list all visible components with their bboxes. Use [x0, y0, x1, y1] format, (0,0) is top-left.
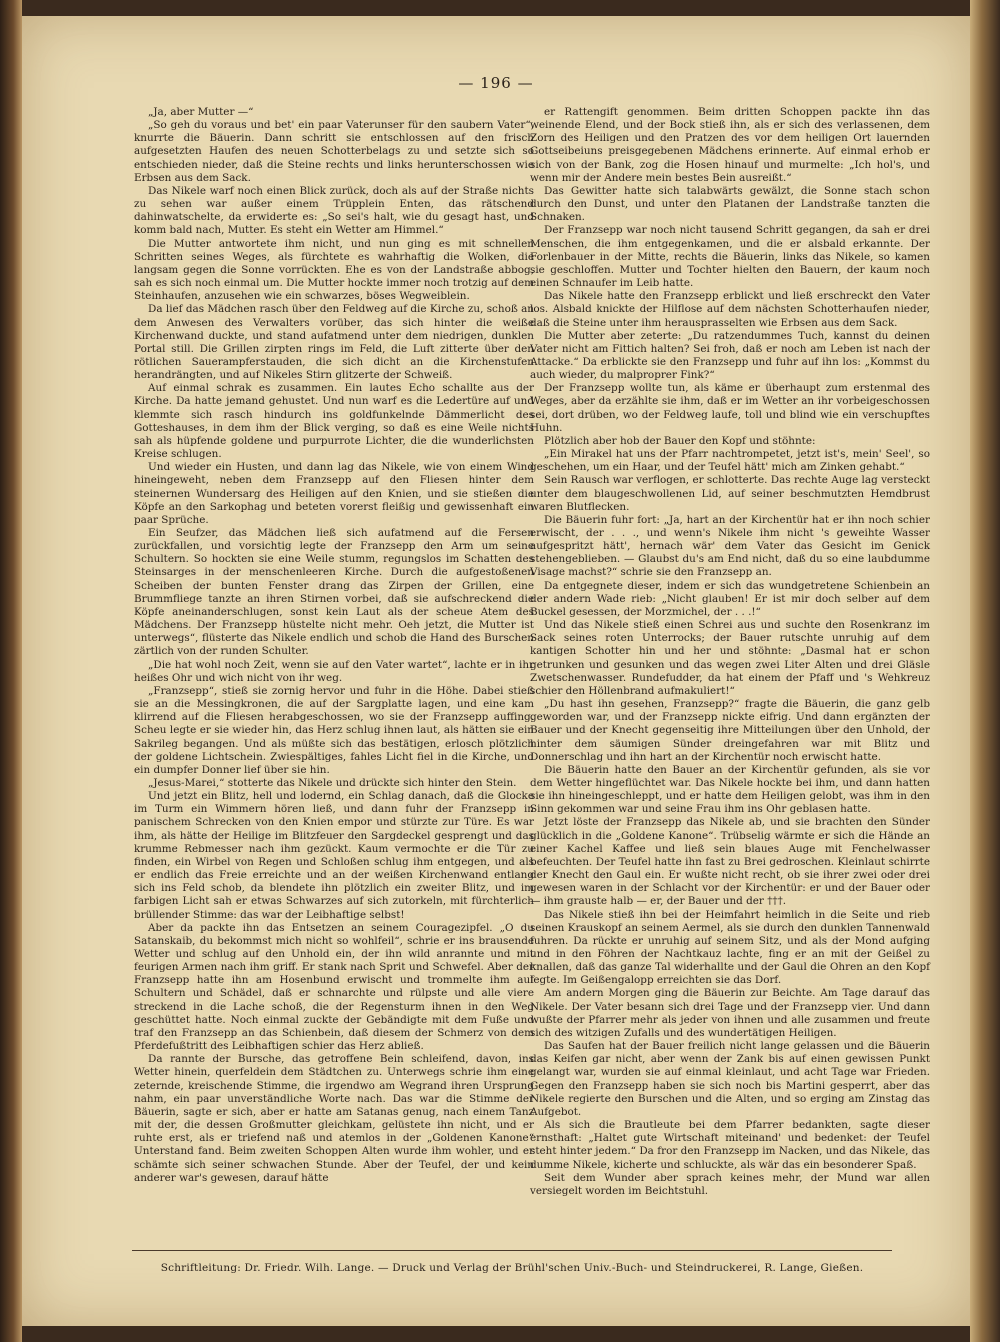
paragraph: Da lief das Mädchen rasch über den Feldweg auf die Kirche zu, schoß an dem Anwesen des Verwalters vorüber, das sich hinter die weiße Kirchenwand duckte, und stand aufatmend unter dem niedrigen, dunklen Portal still. Die Grillen zirpten rings im Feld, die Luft zitterte über den rötlichen Sauerampferstauden, die sich dicht an die Kirchenstufen herandrängten, und auf Nikeles Stirn glitzerte der Schweiß.	[134, 303, 534, 382]
paragraph: Seit dem Wunder aber sprach keines mehr, der Mund war allen versiegelt worden im Beichtstuhl.	[530, 1171, 930, 1197]
book-spine-shadow	[0, 0, 22, 1342]
paragraph: „So geh du voraus und bet' ein paar Vaterunser für den saubern Vater“, knurrte die Bäuerin. Dann schritt sie entschlossen auf den frisch aufgesetzten Haufen des neuen Schotterbelags zu und setzte sich so entschieden nieder, daß die Steine rechts und links herunterschossen wie Erbsen aus dem Sack.	[134, 119, 534, 184]
paragraph: „Ja, aber Mutter —“	[148, 106, 254, 118]
paragraph: Ein Seufzer, das Mädchen ließ sich aufatmend auf die Fersen zurückfallen, und vorsichtig legte der Franzsepp den Arm um seine Schultern. So hockten sie eine Weile stumm, regungslos im Schatten des Steinsarges in der menschenleeren Kirche. Durch die aufgestoßenen Scheiben der bunten Fenster drang das Zirpen der Grillen, eine Brummfliege tanzte an ihren Stirnen vorbei, daß sie aufschreckend die Köpfe aneinanderschlugen, sonst kein Laut als der scheue Atem des Mädchens. Der Franzsepp hüstelte nicht mehr. Oeh jetzt, die Mutter ist unterwegs“, flüsterte das Nikele endlich und schob die Hand des Burschen zärtlich von der runden Schulter.	[134, 527, 534, 658]
paragraph: „Jesus-Marei,“ stotterte das Nikele und drückte sich hinter den Stein.	[148, 776, 517, 789]
paragraph: Sein Rausch war verflogen, er schlotterte. Das rechte Auge lag versteckt unter dem blaugeschwollenen Lid, auf seiner beschmutzten Hemdbrust waren Blutflecken.	[530, 474, 930, 513]
paragraph: Und wieder ein Husten, und dann lag das Nikele, wie von einem Wind hineingeweht, neben dem Franzsepp auf den Fliesen hinter dem steinernen Wundersarg des Heiligen auf den Knien, und sie stießen die Köpfe an den Sarkophag und beteten vorerst fleißig und gewissenhaft ein paar Sprüche.	[134, 461, 534, 526]
footer-imprint: Schriftleitung: Dr. Friedr. Wilh. Lange. — Druck und Verlag der Brühl'schen Univ.-Buch- und Steindruckerei, R. Lange, Gießen.	[160, 1262, 864, 1274]
paragraph: „Du hast ihn gesehen, Franzsepp?“ fragte die Bäuerin, die ganz gelb geworden war, und der Franzsepp nickte eifrig. Und dann ergänzten der Bauer und der Knecht gegenseitig ihre Mitteilungen über den Unhold, der hinter dem säumigen Sünder dreingefahren war mit Blitz und Donnerschlag und ihn hart an der Kirchentür noch erwischt hatte.	[530, 698, 930, 763]
paragraph: Da rannte der Bursche, das getroffene Bein schleifend, davon, ins Wetter hinein, querfeldein dem Städtchen zu. Unterwegs schrie ihm eine zeternde, kreischende Stimme, die irgendwo am Wegrand ihren Ursprung nahm, ein paar unverständliche Worte nach. Das war die Stimme der Bäuerin, sagte er sich, aber er hatte am Satanas genug, nach einem Tanz mit der, die dessen Großmutter gleichkam, gelüstete ihn nicht, und er ruhte erst, als er triefend naß und atemlos in der „Goldenen Kanone“ Unterstand fand. Beim zweiten Schoppen Alten wurde ihm wohler, und er schämte sich seiner schwachen Stunde. Aber der Teufel, der und kein anderer war's gewesen, darauf hätte	[134, 1053, 534, 1184]
page-number: — 196 —	[458, 74, 534, 92]
footer-divider	[132, 1250, 892, 1251]
page-edge	[970, 0, 1000, 1342]
paragraph: Die Bäuerin fuhr fort: „Ja, hart an der Kirchentür hat er ihn noch schier erwischt, der . . ., und wenn's Nikele ihm nicht 's geweihte Wasser aufgespritzt hätt', hernach wär' dem Vater das Gesicht im Genick stehengeblieben. — Glaubst du's am End nicht, daß du so eine laubdumme Visage machst?“ schrie sie den Franzsepp an.	[530, 513, 930, 579]
right-column	[530, 106, 930, 1198]
paragraph: Die Mutter antwortete ihm nicht, und nun ging es mit schnellen Schritten seines Weges, als fürchtete es wahrhaftig die Wolken, die langsam gegen die Sonne vorrückten. Ehe es von der Landstraße abbog, sah es sich noch einmal um. Die Mutter hockte immer noch trotzig auf dem Steinhaufen, anzusehen wie ein schwarzes, böses Wegweiblein.	[134, 237, 534, 303]
paragraph: Das Nikele warf noch einen Blick zurück, doch als auf der Straße nichts zu sehen war außer einem Trüpplein Enten, das rätschend dahinwatschelte, da erwiderte es: „So sei's halt, wie du gesagt hast, und komm bald nach, Mutter. Es steht ein Wetter am Himmel.“	[134, 184, 534, 237]
paragraph: Das Saufen hat der Bauer freilich nicht lange gelassen und die Bäuerin das Keifen gar nicht, aber wenn der Zank bis auf einen gewissen Punkt gelangt war, wurden sie auf einmal kleinlaut, und acht Tage war Frieden. Gegen den Franzsepp haben sie sich noch bis Martini gesperrt, aber das Nikele regierte den Burschen und die Alten, und so erging am Zinstag das Aufgebot.	[530, 1040, 930, 1118]
paragraph: Die Mutter aber zeterte: „Du ratzendummes Tuch, kannst du deinen Vater nicht am Fittich halten? Sei froh, daß er noch am Leben ist nach der Attacke.“ Da erblickte sie den Franzsepp und fuhr auf ihn los: „Kommst du auch wieder, du malproprer Fink?“	[530, 329, 930, 382]
paragraph: Und das Nikele stieß einen Schrei aus und suchte den Rosenkranz im Sack seines roten Unterrocks; der Bauer rutschte unruhig auf dem kantigen Schotter hin und her und stöhnte: „Dasmal hat er schon getrunken und gesunken und das wegen zwei Liter Alten und drei Gläsle Zwetschenwasser. Rundefudder, da hat einem der Pfaff und 's Wehkreuz schier den Höllenbrand aufmakuliert!“	[530, 619, 930, 697]
paragraph: Das Gewitter hatte sich talabwärts gewälzt, die Sonne stach schon durch den Dunst, und unter den Platanen der Landstraße tanzten die Schnaken.	[530, 184, 930, 224]
paragraph: Da entgegnete dieser, indem er sich das wundgetretene Schienbein an der andern Wade rieb: „Nicht glauben! Er ist mir doch selber auf dem Buckel gesessen, der Morzmichel, der . . .!“	[530, 579, 930, 618]
paragraph: „Franzsepp“, stieß sie zornig hervor und fuhr in die Höhe. Dabei stieß sie an die Messingkronen, die auf der Sargplatte lagen, und eine kam klirrend auf die Fliesen herabgeschossen, wo sie der Franzsepp auffing. Scheu legte er sie wieder hin, das Herz schlug ihnen laut, als hätten sie ein Sakrileg begangen. Und als müßte sich das bestätigen, erlosch plötzlich der goldene Lichtschein. Zwiespältiges, fahles Licht fiel in die Kirche, und ein dumpfer Donner lief über sie hin.	[134, 684, 534, 776]
paragraph: Aber da packte ihn das Entsetzen an seinem Couragezipfel. „O du Satanskaib, du bekommst mich nicht so wohlfeil“, schrie er ins brausende Wetter und schlug auf den Unhold ein, der ihn wild anrannte und mit feurigen Armen nach ihm griff. Er stank nach Sprit und Schwefel. Aber der Franzsepp hatte ihn am Hosenbund erwischt und trommelte ihm auf Schultern und Schädel, daß er schnarchte und rülpste und alle viere streckend in die Lache schoß, die der Regensturm ihnen in den Weg geschüttet hatte. Noch einmal zuckte der Gebändigte mit dem Fuße und traf den Franzsepp an das Schienbein, daß diesem der Schmerz von dem Pferdefußtritt des Leibhaftigen schier das Herz abließ.	[134, 921, 534, 1053]
paragraph: Plötzlich aber hob der Bauer den Kopf und stöhnte:	[544, 434, 816, 447]
paragraph: Und jetzt ein Blitz, hell und lodernd, ein Schlag danach, daß die Glocke im Turm ein Wimmern hören ließ, und dann fuhr der Franzsepp in panischem Schrecken von den Knien empor und stürzte zur Türe. Es war ihm, als hätte der Heilige im Blitzfeuer den Sargdeckel gesprengt und das krumme Rebmesser nach ihm gezückt. Kaum vermochte er die Tür zu finden, ein Wirbel von Regen und Schloßen schlug ihm entgegen, und als er endlich das Freie erreichte und an der weißen Kirchenwand entlang sich ins Feld schob, da blendete ihn plötzlich ein zweiter Blitz, und im farbigen Licht sah er etwas Schwarzes auf sich zutorkeln, mit fürchterlich brüllender Stimme: das war der Leibhaftige selbst!	[134, 790, 534, 921]
paragraph: Der Franzsepp war noch nicht tausend Schritt gegangen, da sah er drei Menschen, die ihm entgegenkamen, und die er alsbald erkannte. Der Forlenbauer in der Mitte, rechts die Bäuerin, links das Nikele, so kamen sie geschloffen. Mutter und Tochter hielten den Bauern, der kaum noch einen Schnaufer im Leib hatte.	[530, 224, 930, 290]
paragraph: „Ein Mirakel hat uns der Pfarr nachtrompetet, jetzt ist's, mein' Seel', so geschehen, um ein Haar, und der Teufel hätt' mich am Zinken gehabt.“	[530, 448, 930, 474]
paragraph: Jetzt löste der Franzsepp das Nikele ab, und sie brachten den Sünder glücklich in die „Goldene Kanone“. Trübselig wärmte er sich die Hände an einer Kachel Kaffee und ließ sein blaues Auge mit Fenchelwasser befeuchten. Der Teufel hatte ihn fast zu Brei gedroschen. Kleinlaut schirrte der Knecht den Gaul ein. Er wußte nicht recht, ob sie ihrer zwei oder drei gewesen waren in der Schlacht vor der Kirchentür: er und der Bauer oder — ihm grauste halb — er, der Bauer und der †††.	[530, 816, 930, 908]
paragraph: Der Franzsepp wollte tun, als käme er überhaupt zum erstenmal des Weges, aber da erzählte sie ihm, daß er im Wetter an ihr vorbeigeschossen sei, dort drüben, wo der Feldweg laufe, toll und blind wie ein verschupftes Huhn.	[530, 382, 930, 434]
paragraph: Das Nikele hatte den Franzsepp erblickt und ließ erschreckt den Vater los. Alsbald knickte der Hilflose auf dem nächsten Schotterhaufen nieder, daß die Steine unter ihm herausprasselten wie Erbsen aus dem Sack.	[530, 290, 930, 329]
left-column	[134, 106, 534, 1185]
paragraph: Am andern Morgen ging die Bäuerin zur Beichte. Am Tage darauf das Nikele. Der Vater besann sich drei Tage und der Franzsepp vier. Und dann wußte der Pfarrer mehr als jeder von ihnen und alle zusammen und freute sich des witzigen Zufalls und des wundertätigen Heiligen.	[530, 987, 930, 1039]
newspaper-page	[22, 16, 970, 1326]
paragraph: „Die hat wohl noch Zeit, wenn sie auf den Vater wartet“, lachte er in ihr heißes Ohr und wich nicht von ihr weg.	[134, 658, 534, 684]
paragraph: Als sich die Brautleute bei dem Pfarrer bedankten, sagte dieser ernsthaft: „Haltet gute Wirtschaft miteinand' und bedenket: der Teufel steht hinter jedem.“ Da fror den Franzsepp im Nacken, und das Nikele, das dumme Nikele, kicherte und schluckte, als wär das ein besonderer Spaß.	[530, 1119, 930, 1171]
paragraph: er Rattengift genommen. Beim dritten Schoppen packte ihn das weinende Elend, und der Bock stieß ihn, als er sich des verlassenen, dem Zorn des Heiligen und den Pratzen des vor dem heiligen Ort lauernden Gottseibeiuns preisgegebenen Mädchens erinnerte. Auf einmal erhob er sich von der Bank, zog die Hosen hinauf und murmelte: „Ich hol's, und wenn mir der Andere mein bestes Bein ausreißt.“	[530, 106, 930, 184]
paragraph: Das Nikele stieß ihn bei der Heimfahrt heimlich in die Seite und rieb seinen Krauskopf an seinem Aermel, als sie durch den dunklen Tannenwald fuhren. Da rückte er unruhig auf seinem Sitz, und als der Mond aufging und in den Föhren der Nachtkauz lachte, fing er an mit der Geißel zu knallen, daß das ganze Tal widerhallte und der Gaul die Ohren an den Kopf legte. Im Geißengalopp erreichten sie das Dorf.	[530, 908, 930, 987]
paragraph: Auf einmal schrak es zusammen. Ein lautes Echo schallte aus der Kirche. Da hatte jemand gehustet. Und nun warf es die Ledertüre auf und klemmte sich rasch hindurch ins goldfunkelnde Dämmerlicht des Gotteshauses, in dem ihm der Blick verging, so daß es eine Weile nichts sah als hüpfende goldene und purpurrote Lichter, die die wunderlichsten Kreise schlugen.	[134, 382, 534, 461]
paragraph: Die Bäuerin hatte den Bauer an der Kirchentür gefunden, als sie vor dem Wetter hingeflüchtet war. Das Nikele hockte bei ihm, und dann hatten sie ihn hineingeschleppt, und er hatte dem Heiligen gelobt, was ihm in den Sinn gekommen war und seine Frau ihm ins Ohr geblasen hatte.	[530, 763, 930, 816]
